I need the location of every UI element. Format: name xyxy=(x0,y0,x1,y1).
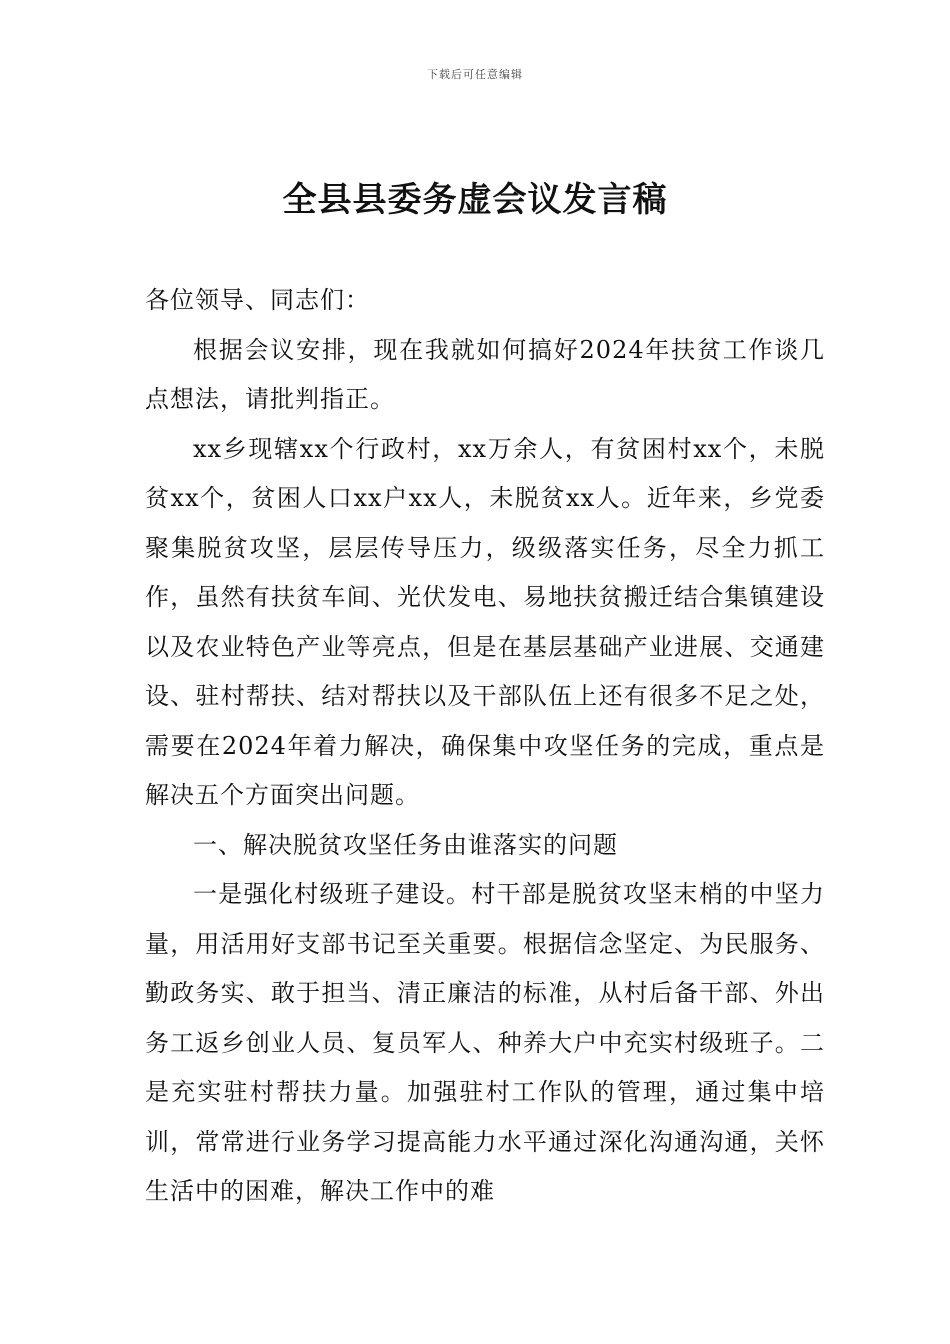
salutation: 各位领导、同志们： xyxy=(145,286,370,314)
header-note: 下载后可任意编辑 xyxy=(427,68,523,81)
section-heading: 一、解决脱贫攻坚任务由谁落实的问题 xyxy=(193,830,618,859)
document-title: 全县县委务虚会议发言稿 xyxy=(282,180,668,220)
paragraph-measures: 一是强化村级班子建设。村干部是脱贫攻坚末梢的中坚力量，用活用好支部书记至关重要。根据信念坚定、为民服务、勤政务实、敢于担当、清正廉洁的标准，从村后备干部、外出务工返乡创业人员、复员军人、种养大户中充实村级班子。二是充实驻村帮扶力量。加强驻村工作队的管理，通过集中培训，常常进行业务学习提高能力水平通过深化沟通沟通，关怀生活中的困难，解决工作中的难 xyxy=(145,880,825,1205)
paragraph-overview: xx乡现辖xx个行政村，xx万余人，有贫困村xx个，未脱贫xx个，贫困人口xx户xx人，未脱贫xx人。近年来，乡党委聚集脱贫攻坚，层层传导压力，级级落实任务，尽全力抓工作，虽然有扶贫车间、光伏发电、易地扶贫搬迁结合集镇建设以及农业特色产业等亮点，但是在基层基础产业进展、交通建设、驻村帮扶、结对帮扶以及干部队伍上还有很多不足之处，需要在2024年着力解决，确保集中攻坚任务的完成，重点是解决五个方面突出问题。 xyxy=(145,434,825,809)
paragraph-intro: 根据会议安排，现在我就如何搞好2024年扶贫工作谈几点想法，请批判指正。 xyxy=(145,335,825,413)
document-body xyxy=(145,276,825,1217)
